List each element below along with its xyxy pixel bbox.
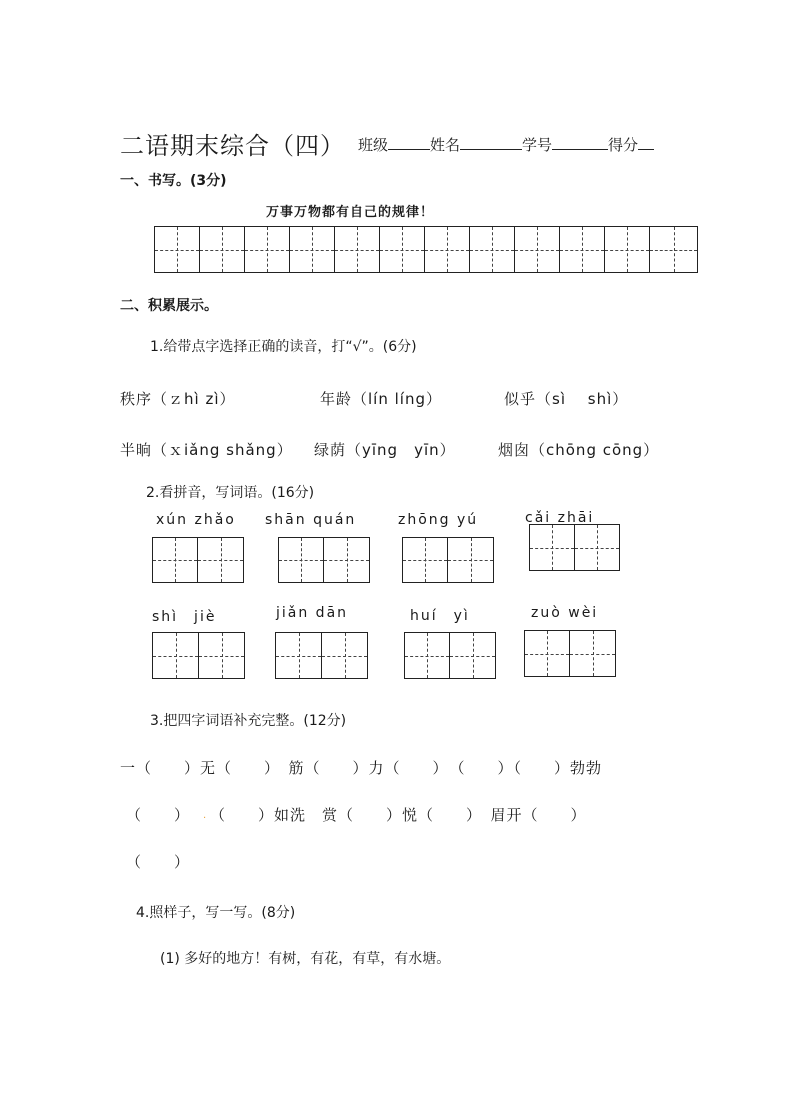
pinyin-label: cǎi zhāi: [525, 510, 595, 526]
answer-grid[interactable]: [529, 524, 620, 571]
answer-grid[interactable]: [152, 632, 245, 679]
q4-example: (1) 多好的地方！有树，有花，有草，有水塘。: [160, 951, 451, 967]
section2-heading: 二、积累展示。: [120, 298, 218, 314]
score-blank[interactable]: [638, 135, 654, 150]
answer-grid[interactable]: [402, 537, 494, 583]
mark-dot: .: [203, 810, 207, 821]
score-label: 得分: [608, 136, 639, 154]
q3-prompt: 3.把四字词语补充完整。(12分): [150, 713, 347, 729]
pinyin-label: shān quán: [265, 512, 357, 528]
id-blank[interactable]: [552, 135, 608, 150]
student-info: [358, 134, 654, 155]
id-label: 学号: [522, 136, 553, 154]
q4-prompt: 4.照样子，写一写。(8分): [136, 905, 296, 921]
class-blank[interactable]: [388, 135, 430, 150]
pinyin-label: shì jiè: [152, 609, 217, 625]
q1-item: 年龄（lín líng）: [320, 390, 442, 408]
name-blank[interactable]: [460, 135, 522, 150]
answer-grid[interactable]: [404, 632, 496, 679]
answer-grid[interactable]: [275, 632, 368, 679]
q3-line: （ ）如洗 赏（ ）悦（ ） 眉开（ ）: [210, 806, 587, 824]
pinyin-label: xún zhǎo: [156, 512, 236, 528]
q3-line: （ ）: [126, 806, 191, 824]
name-label: 姓名: [430, 136, 461, 154]
q1-item: 秩序（ｚhì zì）: [120, 390, 236, 408]
page-title: 二语期末综合（四）: [120, 132, 345, 160]
q1-item: 绿荫（yīng yīn）: [314, 441, 456, 459]
pinyin-label: jiǎn dān: [276, 605, 349, 621]
motto-text: 万事万物都有自己的规律！: [266, 205, 435, 220]
answer-grid[interactable]: [278, 537, 370, 583]
answer-grid[interactable]: [152, 537, 244, 583]
q1-item: 似乎（sì shì）: [504, 390, 629, 408]
pinyin-label: huí yì: [410, 608, 470, 624]
section1-heading: 一、书写。(3分): [120, 173, 227, 189]
class-label: 班级: [358, 136, 389, 154]
pinyin-label: zhōng yú: [398, 512, 479, 528]
q1-item: 半晌（ｘiǎng shǎng）: [120, 441, 293, 459]
answer-grid[interactable]: [524, 630, 616, 677]
writing-grid[interactable]: [154, 226, 698, 273]
q3-line: （ ）: [126, 853, 191, 871]
pinyin-label: zuò wèi: [531, 605, 599, 621]
q1-prompt: 1.给带点字选择正确的读音，打“√”。(6分): [150, 339, 417, 355]
q3-line: 一（ ）无（ ） 筋（ ）力（ ） （ ）（ ）勃勃: [120, 759, 603, 777]
q1-item: 烟囱（chōng cōng）: [498, 441, 660, 459]
q2-prompt: 2.看拼音，写词语。(16分): [146, 485, 315, 501]
